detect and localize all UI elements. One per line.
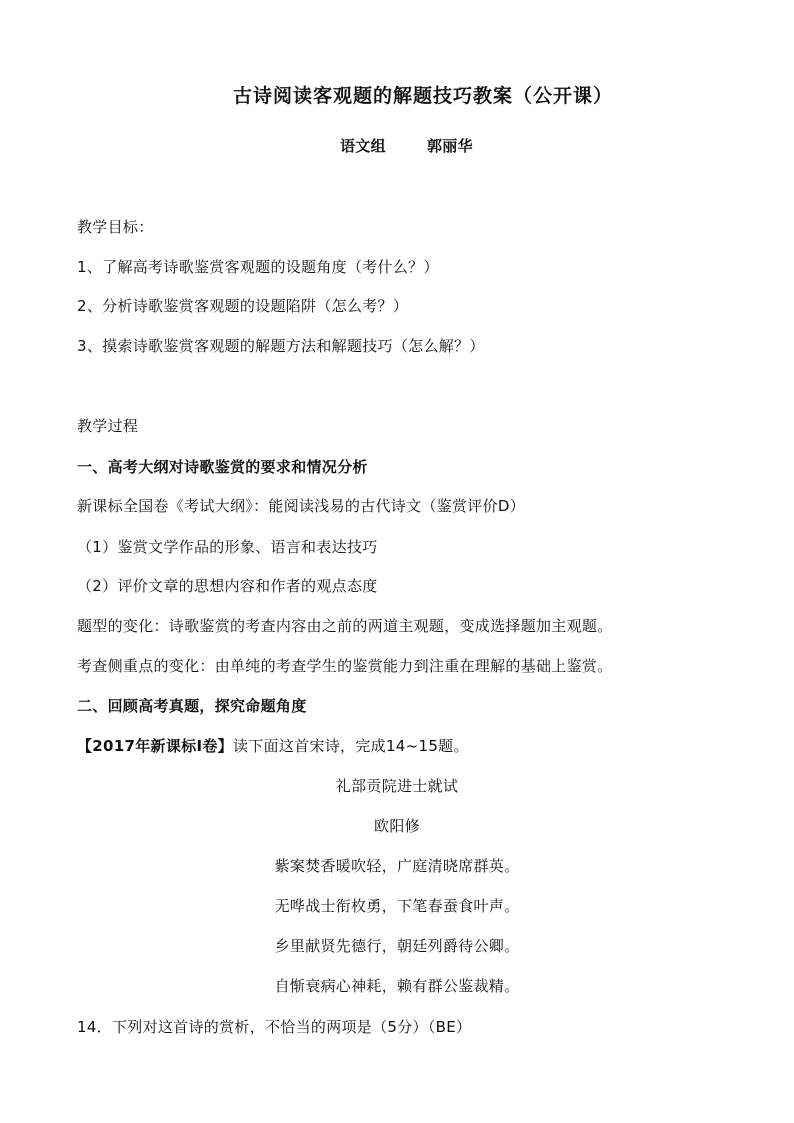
- objective-item: 1、了解高考诗歌鉴赏客观题的设题角度（考什么？）: [77, 258, 439, 276]
- poem-line: 无哗战士衔枚勇，下笔春蚕食叶声。: [274, 897, 520, 915]
- document-title: 古诗阅读客观题的解题技巧教案（公开课）: [233, 85, 614, 107]
- section1-line: 考查侧重点的变化：由单纯的考查学生的鉴赏能力到注重在理解的基础上鉴赏。: [77, 657, 613, 675]
- section1-line: 题型的变化：诗歌鉴赏的考查内容由之前的两道主观题，变成选择题加主观题。: [77, 617, 613, 635]
- objectives-heading: 教学目标：: [77, 218, 154, 236]
- poem-line: 乡里献贤先德行，朝廷列爵待公卿。: [274, 937, 520, 955]
- objective-item: 3、摸索诗歌鉴赏客观题的解题方法和解题技巧（怎么解？）: [77, 337, 485, 355]
- section1-line: 新课标全国卷《考试大纲》：能阅读浅易的古代诗文（鉴赏评价D）: [77, 497, 526, 515]
- objective-item: 2、分析诗歌鉴赏客观题的设题陷阱（怎么考？）: [77, 297, 409, 315]
- section2-heading: 二、回顾高考真题，探究命题角度: [77, 697, 307, 715]
- poem-line: 自惭衰病心神耗，赖有群公鉴裁精。: [274, 977, 520, 995]
- exam-instruction: 读下面这首宋诗，完成14~15题。: [232, 737, 469, 755]
- exam-label: 【2017年新课标Ⅰ卷】: [77, 737, 233, 755]
- poem-title: 礼部贡院进士就试: [335, 777, 459, 795]
- section1-heading: 一、高考大纲对诗歌鉴赏的要求和情况分析: [77, 458, 368, 476]
- question-14: 14．下列对这首诗的赏析，不恰当的两项是（5分）（BE）: [77, 1018, 472, 1036]
- author-group: 语文组: [340, 137, 386, 155]
- section1-line: （1）鉴赏文学作品的形象、语言和表达技巧: [77, 538, 378, 556]
- process-heading: 教学过程: [77, 417, 139, 435]
- poem-author: 欧阳修: [374, 817, 420, 835]
- section1-line: （2）评价文章的思想内容和作者的观点态度: [77, 577, 378, 595]
- poem-line: 紫案焚香暖吹轻，广庭清晓席群英。: [274, 857, 520, 875]
- exam-prompt: [77, 736, 469, 756]
- author-name: 郭丽华: [427, 137, 473, 155]
